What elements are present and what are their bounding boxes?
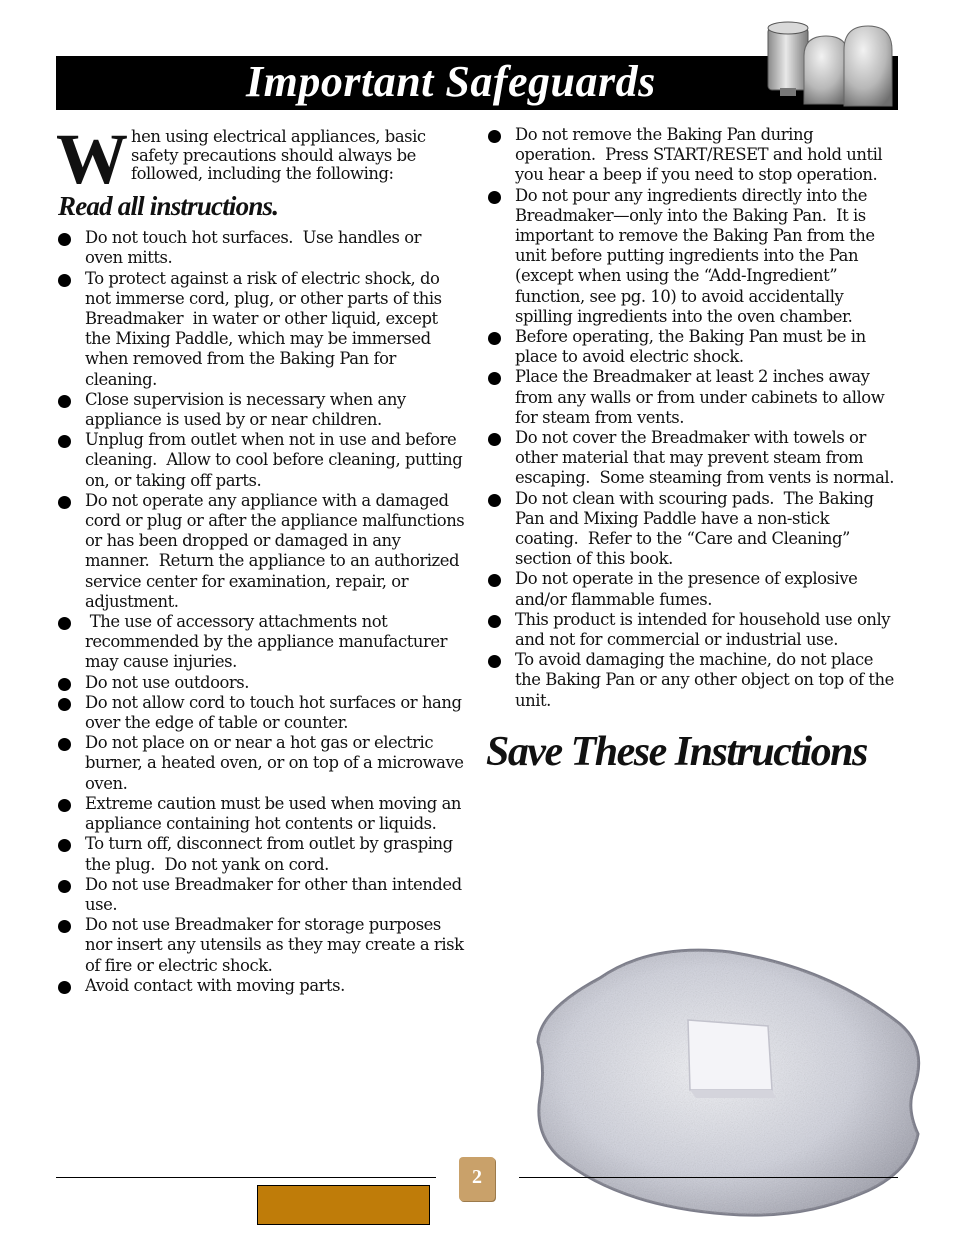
safeguard-line: Do not place on or near a hot gas or electric: [85, 733, 434, 753]
safeguard-line: Pan and Mixing Paddle have a non-stick: [515, 508, 830, 528]
safeguard-line: and not for commercial or industrial use.: [515, 630, 839, 650]
bullet-icon: [58, 496, 71, 509]
footer-rule-left: [56, 1177, 436, 1178]
bullet-icon: [58, 678, 71, 691]
safeguard-line: (except when using the “Add-Ingredient”: [515, 266, 838, 286]
bullet-icon: [488, 655, 501, 668]
safeguard-item: [56, 693, 466, 733]
bullet-icon: [58, 738, 71, 751]
footer-color-tab: [257, 1185, 430, 1225]
right-column: [486, 125, 898, 711]
safeguard-line: Do not remove the Baking Pan during: [515, 125, 814, 144]
read-instructions-heading: Read all instructions.: [58, 191, 279, 221]
safeguard-line: Extreme caution must be used when moving an: [85, 793, 462, 813]
safeguard-line: you hear a beep if you need to stop operation.: [515, 165, 878, 185]
safeguard-line: Avoid contact with moving parts.: [85, 975, 345, 995]
bullet-icon: [58, 981, 71, 994]
intro-line: followed, including the following:: [131, 164, 394, 183]
safeguard-line: or has been dropped or damaged in any: [85, 531, 401, 551]
page-number-badge: 2: [459, 1157, 495, 1201]
safeguard-line: place to avoid electric shock.: [515, 347, 744, 367]
safeguard-item: [56, 733, 466, 794]
safeguard-line: of fire or electric shock.: [85, 955, 273, 975]
safeguard-item: [56, 794, 466, 834]
safeguard-line: on, or taking off parts.: [85, 470, 262, 490]
left-safeguard-list: [56, 228, 466, 996]
safeguard-line: Do not clean with scouring pads. The Baking: [515, 488, 874, 508]
safeguard-line: unit before putting ingredients into the Pan: [515, 246, 859, 266]
safeguard-item: [486, 650, 898, 711]
safeguard-line: burner, a heated oven, or on top of a microwave: [85, 753, 464, 773]
safeguard-line: recommended by the appliance manufacturer: [85, 632, 448, 652]
safeguard-line: adjustment.: [85, 591, 179, 611]
safeguard-line: section of this book.: [515, 549, 673, 569]
safeguard-line: over the edge of table or counter.: [85, 713, 348, 733]
safeguard-line: To protect against a risk of electric shock, do: [85, 268, 440, 288]
safeguard-line: Do not use Breadmaker for storage purposes: [85, 915, 441, 935]
intro-text: [131, 128, 466, 184]
safeguard-line: oven.: [85, 773, 128, 793]
safeguard-line: for steam from vents.: [515, 407, 684, 427]
safeguard-item: [56, 673, 466, 693]
safeguard-line: may cause injuries.: [85, 652, 237, 672]
right-safeguard-list: [486, 125, 898, 711]
bullet-icon: [488, 574, 501, 587]
safeguard-item: [486, 367, 898, 428]
bullet-icon: [58, 233, 71, 246]
safeguard-line: Do not pour any ingredients directly into the: [515, 185, 868, 205]
safeguard-line: Do not touch hot surfaces. Use handles or: [85, 228, 422, 248]
safeguard-item: [486, 569, 898, 609]
safeguard-line: To avoid damaging the machine, do not place: [515, 650, 874, 670]
safeguard-item: [56, 228, 466, 268]
safeguard-line: Breadmaker in water or other liquid, except: [85, 309, 438, 329]
safeguard-line: Do not operate in the presence of explosive: [515, 569, 858, 589]
bullet-icon: [488, 130, 501, 143]
bullet-icon: [488, 615, 501, 628]
safeguard-line: from any walls or from under cabinets to allow: [515, 387, 885, 407]
safeguard-line: To turn off, disconnect from outlet by grasping: [85, 834, 453, 854]
drop-cap: W: [56, 119, 128, 199]
safeguard-line: cord or plug or after the appliance malfunctions: [85, 511, 465, 531]
safeguard-line: escaping. Some steaming from vents is normal.: [515, 468, 894, 488]
safeguard-line: service center for examination, repair, or: [85, 571, 409, 591]
safeguard-line: the Mixing Paddle, which may be immersed: [85, 329, 431, 349]
intro-line: safety precautions should always be: [131, 145, 416, 165]
intro-line: hen using electrical appliances, basic: [131, 127, 426, 146]
bullet-icon: [488, 372, 501, 385]
safeguard-item: [56, 834, 466, 874]
bullet-icon: [58, 799, 71, 812]
safeguard-line: spilling ingredients into the oven chamber.: [515, 306, 853, 326]
bullet-icon: [488, 332, 501, 345]
bullet-icon: [58, 839, 71, 852]
safeguard-line: The use of accessory attachments not: [85, 612, 388, 632]
safeguard-line: Do not allow cord to touch hot surfaces or hang: [85, 692, 462, 712]
safeguard-line: use.: [85, 894, 118, 914]
bullet-icon: [58, 435, 71, 448]
bullet-icon: [488, 191, 501, 204]
bullet-icon: [58, 617, 71, 630]
safeguard-line: Place the Breadmaker at least 2 inches away: [515, 367, 870, 387]
baking-pan-and-loaves-image: [758, 14, 898, 114]
safeguard-item: [486, 428, 898, 489]
safeguard-line: important to remove the Baking Pan from the: [515, 226, 875, 246]
safeguard-item: [486, 327, 898, 367]
safeguard-line: Do not use Breadmaker for other than intended: [85, 874, 462, 894]
bullet-icon: [58, 395, 71, 408]
safeguard-line: operation. Press START/RESET and hold until: [515, 145, 883, 165]
safeguard-item: [56, 875, 466, 915]
page-title: Important Safeguards: [246, 57, 656, 106]
bullet-icon: [58, 920, 71, 933]
left-column: [56, 119, 466, 996]
safeguard-line: Do not cover the Breadmaker with towels or: [515, 428, 866, 448]
safeguard-item: [56, 612, 466, 673]
safeguard-item: [56, 915, 466, 976]
safeguard-line: Unplug from outlet when not in use and before: [85, 430, 457, 450]
safeguard-line: manner. Return the appliance to an authorized: [85, 551, 460, 571]
safeguard-line: Before operating, the Baking Pan must be in: [515, 327, 866, 347]
safeguard-line: cleaning.: [85, 369, 157, 389]
bullet-icon: [58, 274, 71, 287]
safeguard-line: the plug. Do not yank on cord.: [85, 854, 329, 874]
safeguard-item: [486, 610, 898, 650]
safeguard-line: This product is intended for household use only: [515, 609, 891, 629]
safeguard-item: [486, 186, 898, 327]
bullet-icon: [488, 433, 501, 446]
safeguard-line: function, see pg. 10) to avoid accidentally: [515, 286, 844, 306]
safeguard-item: [56, 491, 466, 612]
footer-rule-right: [519, 1177, 898, 1178]
safeguard-line: coating. Refer to the “Care and Cleaning”: [515, 529, 850, 549]
safeguard-line: other material that may prevent steam from: [515, 448, 864, 468]
safeguard-item: [56, 976, 466, 996]
safeguard-line: appliance is used by or near children.: [85, 410, 382, 430]
bullet-icon: [58, 698, 71, 711]
safeguard-line: unit.: [515, 690, 551, 710]
safeguard-line: Close supervision is necessary when any: [85, 389, 406, 409]
safeguard-line: not immerse cord, plug, or other parts of this: [85, 288, 442, 308]
safeguard-line: and/or flammable fumes.: [515, 589, 712, 609]
safeguard-line: nor insert any utensils as they may create a risk: [85, 935, 464, 955]
safeguard-line: appliance containing hot contents or liquids.: [85, 814, 437, 834]
safeguard-line: when removed from the Baking Pan for: [85, 349, 396, 369]
safeguard-item: [56, 390, 466, 430]
safeguard-line: oven mitts.: [85, 248, 173, 268]
bullet-icon: [58, 880, 71, 893]
safeguard-item: [56, 430, 466, 491]
safeguard-line: Do not operate any appliance with a damaged: [85, 490, 449, 510]
safeguard-item: [486, 125, 898, 186]
bullet-icon: [488, 494, 501, 507]
safeguard-line: cleaning. Allow to cool before cleaning, putting: [85, 450, 463, 470]
safeguard-line: Do not use outdoors.: [85, 672, 250, 692]
safeguard-item: [486, 489, 898, 570]
safeguard-line: Breadmaker—only into the Baking Pan. It is: [515, 205, 866, 225]
save-instructions-heading: Save These Instructions: [486, 729, 867, 775]
intro-paragraph: [56, 119, 466, 199]
safeguard-item: [56, 269, 466, 390]
safeguard-line: the Baking Pan or any other object on top of the: [515, 670, 894, 690]
